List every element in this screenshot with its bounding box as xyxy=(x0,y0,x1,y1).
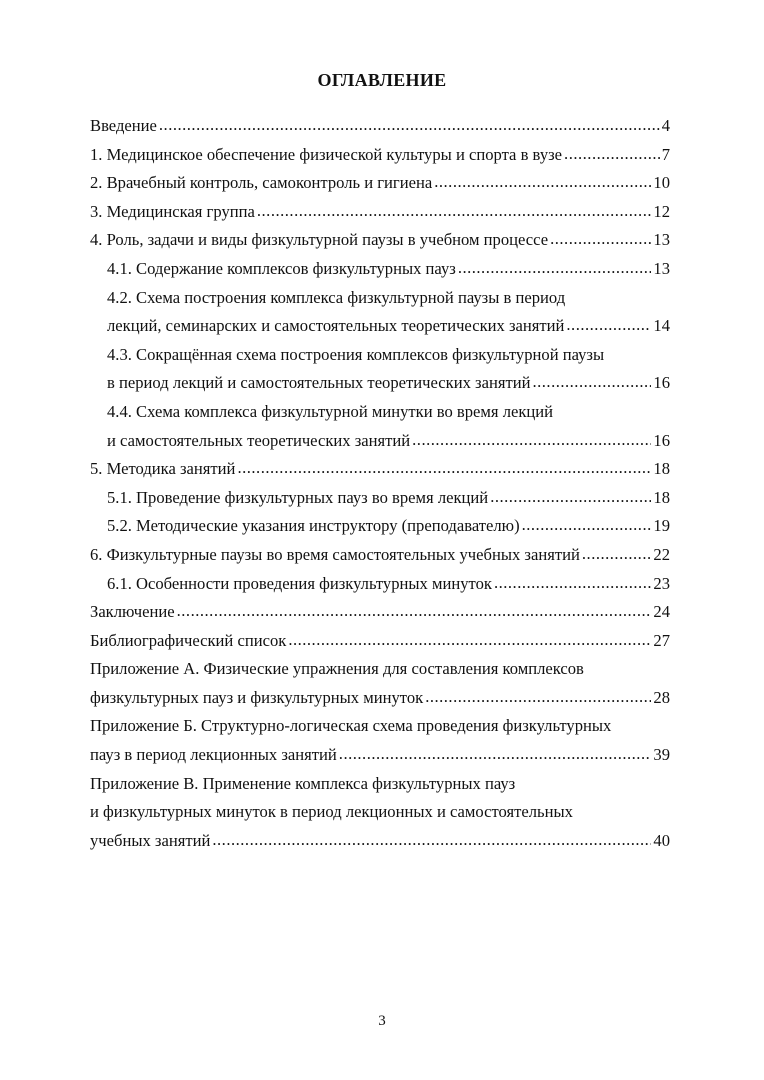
toc-entry-text: 5.2. Методические указания инструктору (преподавателю) xyxy=(107,516,520,536)
toc-entry-page: 7 xyxy=(661,144,670,164)
toc-entry-text: Приложение А. Физические упражнения для составления комплексов xyxy=(90,659,584,679)
toc-entry-text: 6.1. Особенности проведения физкультурных минуток xyxy=(107,573,492,593)
dot-leader xyxy=(177,601,652,621)
toc-entry-text: 5. Методика занятий xyxy=(90,459,236,479)
toc-subentry[interactable] xyxy=(90,259,670,288)
toc-entry-text: 4.2. Схема построения комплекса физкультурной паузы в период xyxy=(107,287,566,307)
toc-subentry-line2[interactable] xyxy=(90,373,670,402)
toc-entry-page: 19 xyxy=(653,516,670,536)
dot-leader xyxy=(159,115,660,135)
dot-leader xyxy=(237,458,651,478)
toc-entry-text: 4.1. Содержание комплексов физкультурных пауз xyxy=(107,258,456,278)
toc-subentry[interactable] xyxy=(90,574,670,603)
toc-entry-text: 6. Физкультурные паузы во время самостоятельных учебных занятий xyxy=(90,544,580,564)
toc-entry-page: 24 xyxy=(653,602,670,622)
toc-subentry-line1[interactable] xyxy=(90,402,670,431)
toc-entry-page: 12 xyxy=(653,201,670,221)
toc-entry-line1[interactable] xyxy=(90,716,670,745)
toc-entry-page: 14 xyxy=(653,316,670,336)
toc-entry-text-cont: учебных занятий xyxy=(90,830,211,850)
page-number: 3 xyxy=(378,1013,386,1029)
toc-entry-text-cont: и самостоятельных теоретических занятий xyxy=(107,430,411,450)
toc-entry-text: 5.1. Проведение физкультурных пауз во время лекций xyxy=(107,487,489,507)
toc-entry[interactable] xyxy=(90,173,670,202)
toc-entry-line2[interactable] xyxy=(90,688,670,717)
toc-entry-line3[interactable] xyxy=(90,831,670,860)
toc-entry-text: Приложение Б. Структурно-логическая схема проведения физкультурных xyxy=(90,716,612,736)
toc-entry[interactable] xyxy=(90,631,670,660)
toc-entry-page: 4 xyxy=(661,116,670,135)
toc-entry-page: 16 xyxy=(653,373,670,393)
dot-leader xyxy=(458,258,652,278)
toc-entry-page: 40 xyxy=(653,830,670,850)
toc-entry[interactable] xyxy=(90,459,670,488)
dot-leader xyxy=(494,573,651,593)
toc-entry-text-cont: пауз в период лекционных занятий xyxy=(90,745,337,765)
toc-entry-text: 4.4. Схема комплекса физкультурной минутки во время лекций xyxy=(107,401,554,421)
toc-entry-page: 18 xyxy=(653,459,670,479)
toc-entry-page: 16 xyxy=(653,430,670,450)
dot-leader xyxy=(434,172,651,192)
dot-leader xyxy=(582,544,652,564)
toc-entry[interactable] xyxy=(90,116,670,145)
toc-entry[interactable] xyxy=(90,602,670,631)
dot-leader xyxy=(490,487,651,507)
toc-entry-page: 13 xyxy=(653,258,670,278)
toc-entry-text: Заключение xyxy=(90,602,175,622)
toc-entry-text: 4. Роль, задачи и виды физкультурной паузы в учебном процессе xyxy=(90,230,549,250)
toc-entry-line1[interactable] xyxy=(90,774,670,803)
toc-entry-text: Введение xyxy=(90,116,157,135)
table-of-contents xyxy=(90,116,670,859)
dot-leader xyxy=(566,315,651,335)
toc-entry-page: 28 xyxy=(653,687,670,707)
toc-entry[interactable] xyxy=(90,230,670,259)
toc-subentry-line1[interactable] xyxy=(90,288,670,317)
dot-leader xyxy=(550,229,651,249)
toc-entry[interactable] xyxy=(90,145,670,174)
toc-subentry-line1[interactable] xyxy=(90,345,670,374)
toc-entry-page: 13 xyxy=(653,230,670,250)
toc-entry-line2[interactable] xyxy=(90,802,670,831)
toc-entry-page: 27 xyxy=(653,630,670,650)
toc-entry-text: 2. Врачебный контроль, самоконтроль и гигиена xyxy=(90,173,433,193)
dot-leader xyxy=(288,630,651,650)
dot-leader xyxy=(522,515,652,535)
toc-entry-text: Приложение В. Применение комплекса физкультурных пауз xyxy=(90,773,516,793)
toc-subentry-line2[interactable] xyxy=(90,316,670,345)
dot-leader xyxy=(212,830,651,850)
dot-leader xyxy=(257,201,652,221)
toc-entry-text: Библиографический список xyxy=(90,630,287,650)
dot-leader xyxy=(412,430,651,450)
toc-entry-text-cont: физкультурных пауз и физкультурных минуток xyxy=(90,687,424,707)
toc-entry-text-cont: и физкультурных минуток в период лекционных и самостоятельных xyxy=(90,802,573,822)
toc-entry-text-cont: лекций, семинарских и самостоятельных теоретических занятий xyxy=(107,316,565,336)
toc-entry-page: 10 xyxy=(653,173,670,193)
dot-leader xyxy=(425,687,651,707)
page-title: ОГЛАВЛЕНИЕ xyxy=(317,70,447,90)
toc-entry[interactable] xyxy=(90,202,670,231)
toc-subentry-line2[interactable] xyxy=(90,431,670,460)
toc-entry-page: 22 xyxy=(653,544,670,564)
toc-entry-text: 4.3. Сокращённая схема построения комплексов физкультурной паузы xyxy=(107,344,605,364)
toc-entry-text-cont: в период лекций и самостоятельных теоретических занятий xyxy=(107,373,531,393)
toc-subentry[interactable] xyxy=(90,516,670,545)
toc-subentry[interactable] xyxy=(90,488,670,517)
toc-entry-line2[interactable] xyxy=(90,745,670,774)
toc-entry-page: 39 xyxy=(653,745,670,765)
toc-entry-page: 18 xyxy=(653,487,670,507)
toc-entry-line1[interactable] xyxy=(90,659,670,688)
dot-leader xyxy=(564,144,660,164)
toc-entry-text: 1. Медицинское обеспечение физической культуры и спорта в вузе xyxy=(90,144,563,164)
dot-leader xyxy=(532,372,651,392)
toc-entry-text: 3. Медицинская группа xyxy=(90,201,255,221)
dot-leader xyxy=(339,744,652,764)
toc-entry-page: 23 xyxy=(653,573,670,593)
toc-entry[interactable] xyxy=(90,545,670,574)
